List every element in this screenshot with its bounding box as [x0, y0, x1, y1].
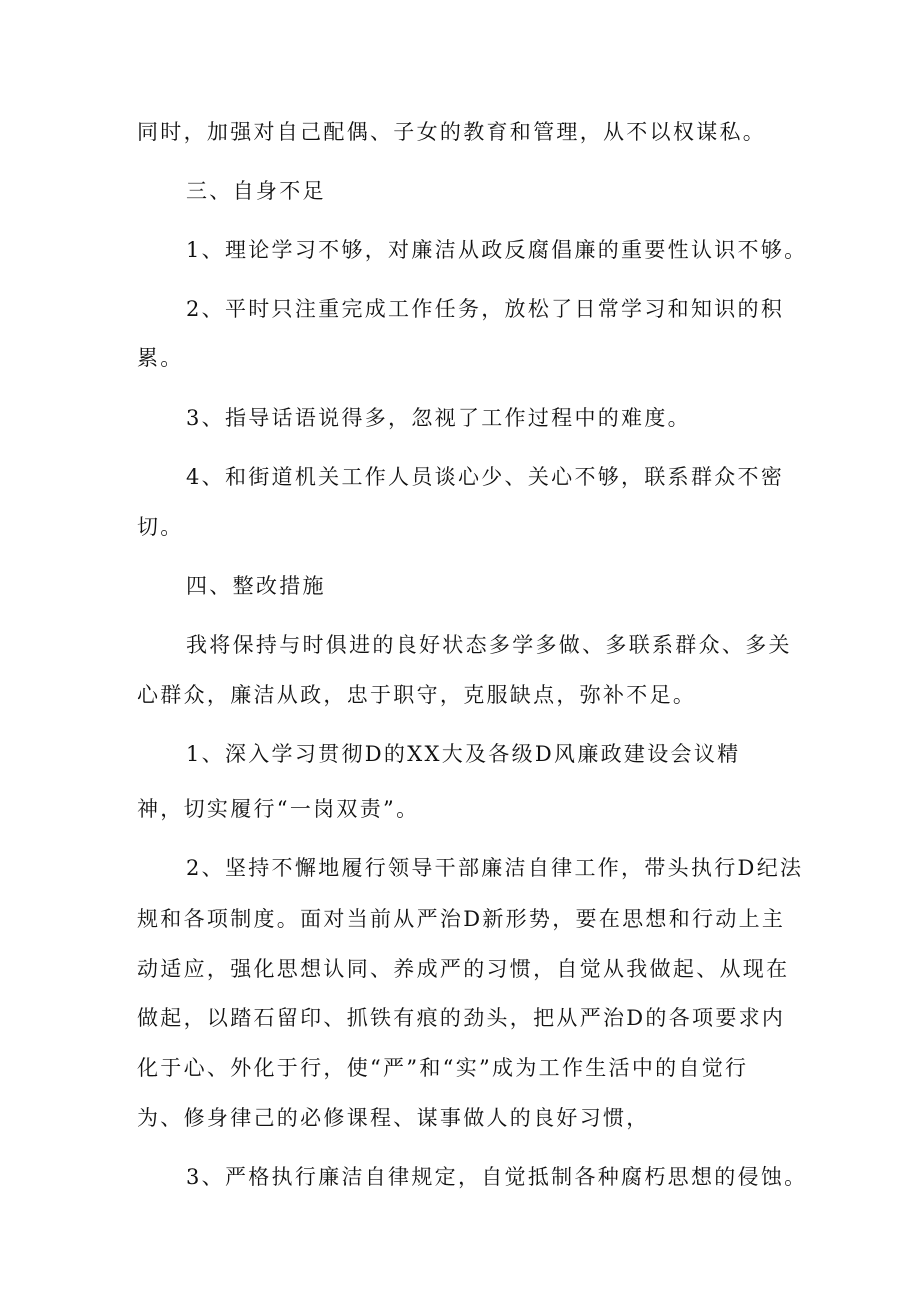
- text-line: 2、坚持不懈地履行领导干部廉洁自律工作，带头执行D纪法: [186, 856, 804, 880]
- text-line: 1、理论学习不够，对廉洁从政反腐倡廉的重要性认识不够。: [186, 238, 808, 262]
- text-line: 神，切实履行“一岗双责”。: [137, 797, 420, 821]
- section-heading-shortcomings: 三、自身不足: [186, 179, 326, 203]
- text-line: 化于心、外化于行，使“严”和“实”成为工作生活中的自觉行: [137, 1056, 749, 1080]
- text-line: 为、修身律己的必修课程、谋事做人的良好习惯，: [137, 1106, 650, 1130]
- text-line: 2、平时只注重完成工作任务，放松了日常学习和知识的积: [186, 297, 785, 321]
- text-line: 我将保持与时俱进的良好状态多学多做、多联系群众、多关: [186, 633, 792, 657]
- text-line: 同时，加强对自己配偶、子女的教育和管理，从不以权谋私。: [137, 120, 767, 144]
- text-line: 规和各项制度。面对当前从严治D新形势，要在思想和行动上主: [137, 907, 786, 931]
- section-heading-rectification: 四、整改措施: [186, 574, 326, 598]
- text-line: 心群众，廉洁从政，忠于职守，克服缺点，弥补不足。: [137, 683, 697, 707]
- text-line: 3、严格执行廉洁自律规定，自觉抵制各种腐朽思想的侵蚀。: [186, 1165, 808, 1189]
- text-line: 动适应，强化思想认同、养成严的习惯，自觉从我做起、从现在: [137, 957, 790, 981]
- text-line: 4、和街道机关工作人员谈心少、关心不够，联系群众不密: [186, 465, 785, 489]
- text-line: 做起，以踏石留印、抓铁有痕的劲头，把从严治D的各项要求内: [137, 1006, 786, 1030]
- text-line: 累。: [137, 346, 184, 370]
- text-line: 1、深入学习贯彻D的XX大及各级D风廉政建设会议精: [186, 742, 741, 766]
- text-line: 切。: [137, 515, 184, 539]
- text-line: 3、指导话语说得多，忽视了工作过程中的难度。: [186, 406, 691, 430]
